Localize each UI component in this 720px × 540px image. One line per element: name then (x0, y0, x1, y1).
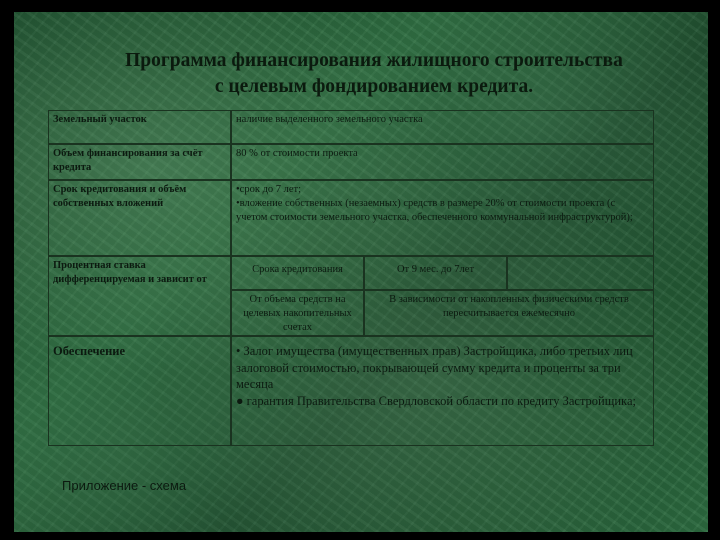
row-term-label: Срок кредитования и объём собственных вложений (48, 180, 231, 256)
row-rate-label: Процентная ставка дифференцируемая и зависит от (48, 256, 231, 336)
slide-title (54, 48, 694, 100)
rate-volume-value: В зависимости от накопленных физическими средств пересчитывается ежемесячно (364, 290, 654, 336)
rate-volume-label: От объема средств на целевых накопительных счетах (231, 290, 364, 336)
rate-term-value: От 9 мес. до 7лет (364, 256, 507, 290)
security-bullet-2: ● гарантия Правительства Свердловской области по кредиту Застройщика; (236, 393, 636, 408)
row-financing-label: Объем финансирования за счёт кредита (48, 144, 231, 180)
slide (14, 12, 708, 532)
appendix-link[interactable]: Приложение - схема (62, 478, 187, 493)
row-security-value (231, 336, 654, 446)
term-bullet-2: •вложение собственных (незаемных) средств в размере 20% от стоимости проекта (с учетом стоимости земельного участка, обеспеченного коммунальной инфраструктурой); (236, 198, 633, 223)
security-bullet-1: • Залог имущества (имущественных прав) Застройщика, либо третьих лиц залоговой стоимостью, покрывающей сумму кредита и проценты за три месяца (236, 344, 633, 391)
term-bullet-1: •срок до 7 лет; (236, 184, 302, 195)
rate-term-label: Срока кредитования (231, 256, 364, 290)
row-security-label: Обеспечение (48, 336, 231, 446)
row-land-label: Земельный участок (48, 110, 231, 144)
slide-title-line-2: с целевым фондированием кредита. (214, 76, 534, 97)
row-financing-value: 80 % от стоимости проекта (231, 144, 654, 180)
rate-term-empty (507, 256, 654, 290)
row-term-value (231, 180, 654, 256)
slide-title-line-1: Программа финансирования жилищного строительства (125, 50, 623, 71)
row-land-value: наличие выделенного земельного участка (231, 110, 654, 144)
